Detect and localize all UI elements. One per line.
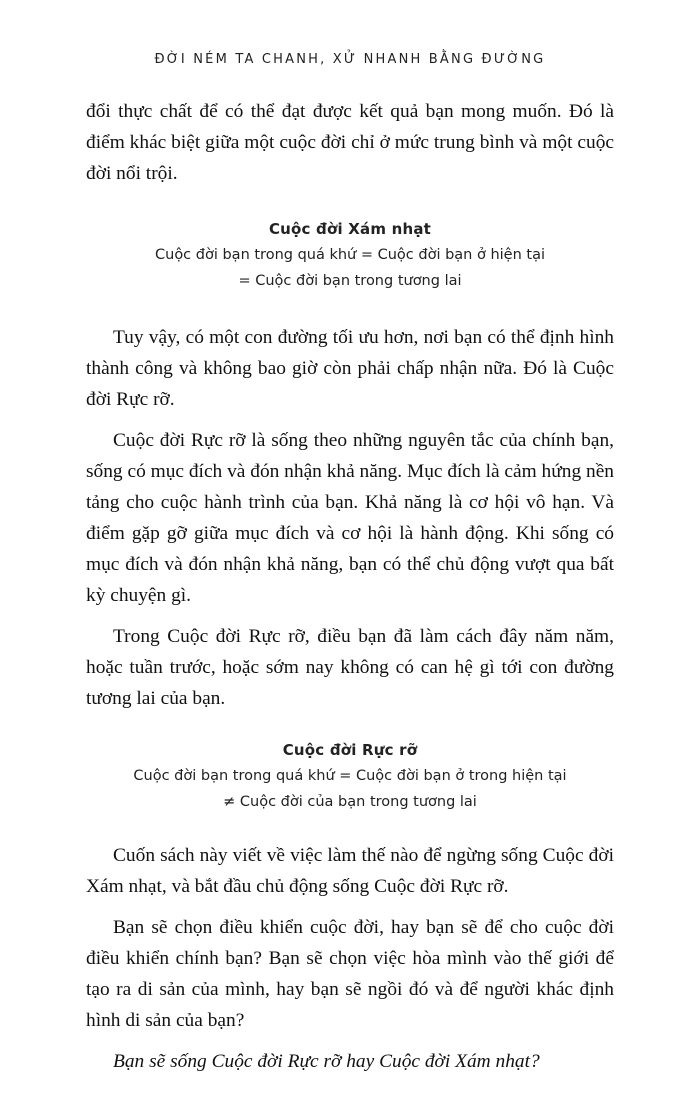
gray-life-formula-box xyxy=(86,216,614,294)
running-header: ĐỜI NÉM TA CHANH, XỬ NHANH BẰNG ĐƯỜNG xyxy=(154,52,546,67)
paragraph-final-question: Bạn sẽ sống Cuộc đời Rực rỡ hay Cuộc đời Xám nhạt? xyxy=(113,1051,540,1072)
page-body xyxy=(86,96,614,1087)
paragraph-continuation: đổi thực chất để có thể đạt được kết quả bạn mong muốn. Đó là điểm khác biệt giữa một cuộc đời chỉ ở mức trung bình và một cuộc đời nổi trội. xyxy=(86,101,614,184)
gray-life-title: Cuộc đời Xám nhạt xyxy=(268,220,432,238)
paragraph-bright-life-past: Trong Cuộc đời Rực rỡ, điều bạn đã làm cách đây năm năm, hoặc tuần trước, hoặc sớm nay không có can hệ gì tới con đường tương lai của bạn. xyxy=(86,626,614,709)
bright-life-formula-box xyxy=(86,737,614,815)
bright-life-formula-line-2: ≠ Cuộc đời của bạn trong tương lai xyxy=(223,794,477,810)
gray-life-formula-line-2: = Cuộc đời bạn trong tương lai xyxy=(238,273,462,289)
paragraph-choice-question: Bạn sẽ chọn điều khiển cuộc đời, hay bạn sẽ để cho cuộc đời điều khiển chính bạn? Bạn sẽ chọn việc hòa mình vào thế giới để tạo ra di sản của mình, hay bạn sẽ ngồi đó và để người khác định hình di sản của bạn? xyxy=(86,917,614,1031)
paragraph-book-purpose: Cuốn sách này viết về việc làm thế nào để ngừng sống Cuộc đời Xám nhạt, và bắt đầu chủ động sống Cuộc đời Rực rỡ. xyxy=(86,845,614,897)
bright-life-formula-line-1: Cuộc đời bạn trong quá khứ = Cuộc đời bạn ở trong hiện tại xyxy=(133,768,567,784)
bright-life-title: Cuộc đời Rực rỡ xyxy=(282,741,418,759)
paragraph-bright-life-definition: Cuộc đời Rực rỡ là sống theo những nguyên tắc của chính bạn, sống có mục đích và đón nhận khả năng. Mục đích là cảm hứng nền tảng cho cuộc hành trình của bạn. Khả năng là cơ hội vô hạn. Và điểm gặp gỡ giữa mục đích và cơ hội là hành động. Khi sống có mục đích và đón nhận khả năng, bạn có thể chủ động vượt qua bất kỳ chuyện gì. xyxy=(86,430,614,606)
paragraph-better-path: Tuy vậy, có một con đường tối ưu hơn, nơi bạn có thể định hình thành công và không bao giờ còn phải chấp nhận nữa. Đó là Cuộc đời Rực rỡ. xyxy=(86,327,614,410)
gray-life-formula-line-1: Cuộc đời bạn trong quá khứ = Cuộc đời bạn ở hiện tại xyxy=(155,247,545,263)
